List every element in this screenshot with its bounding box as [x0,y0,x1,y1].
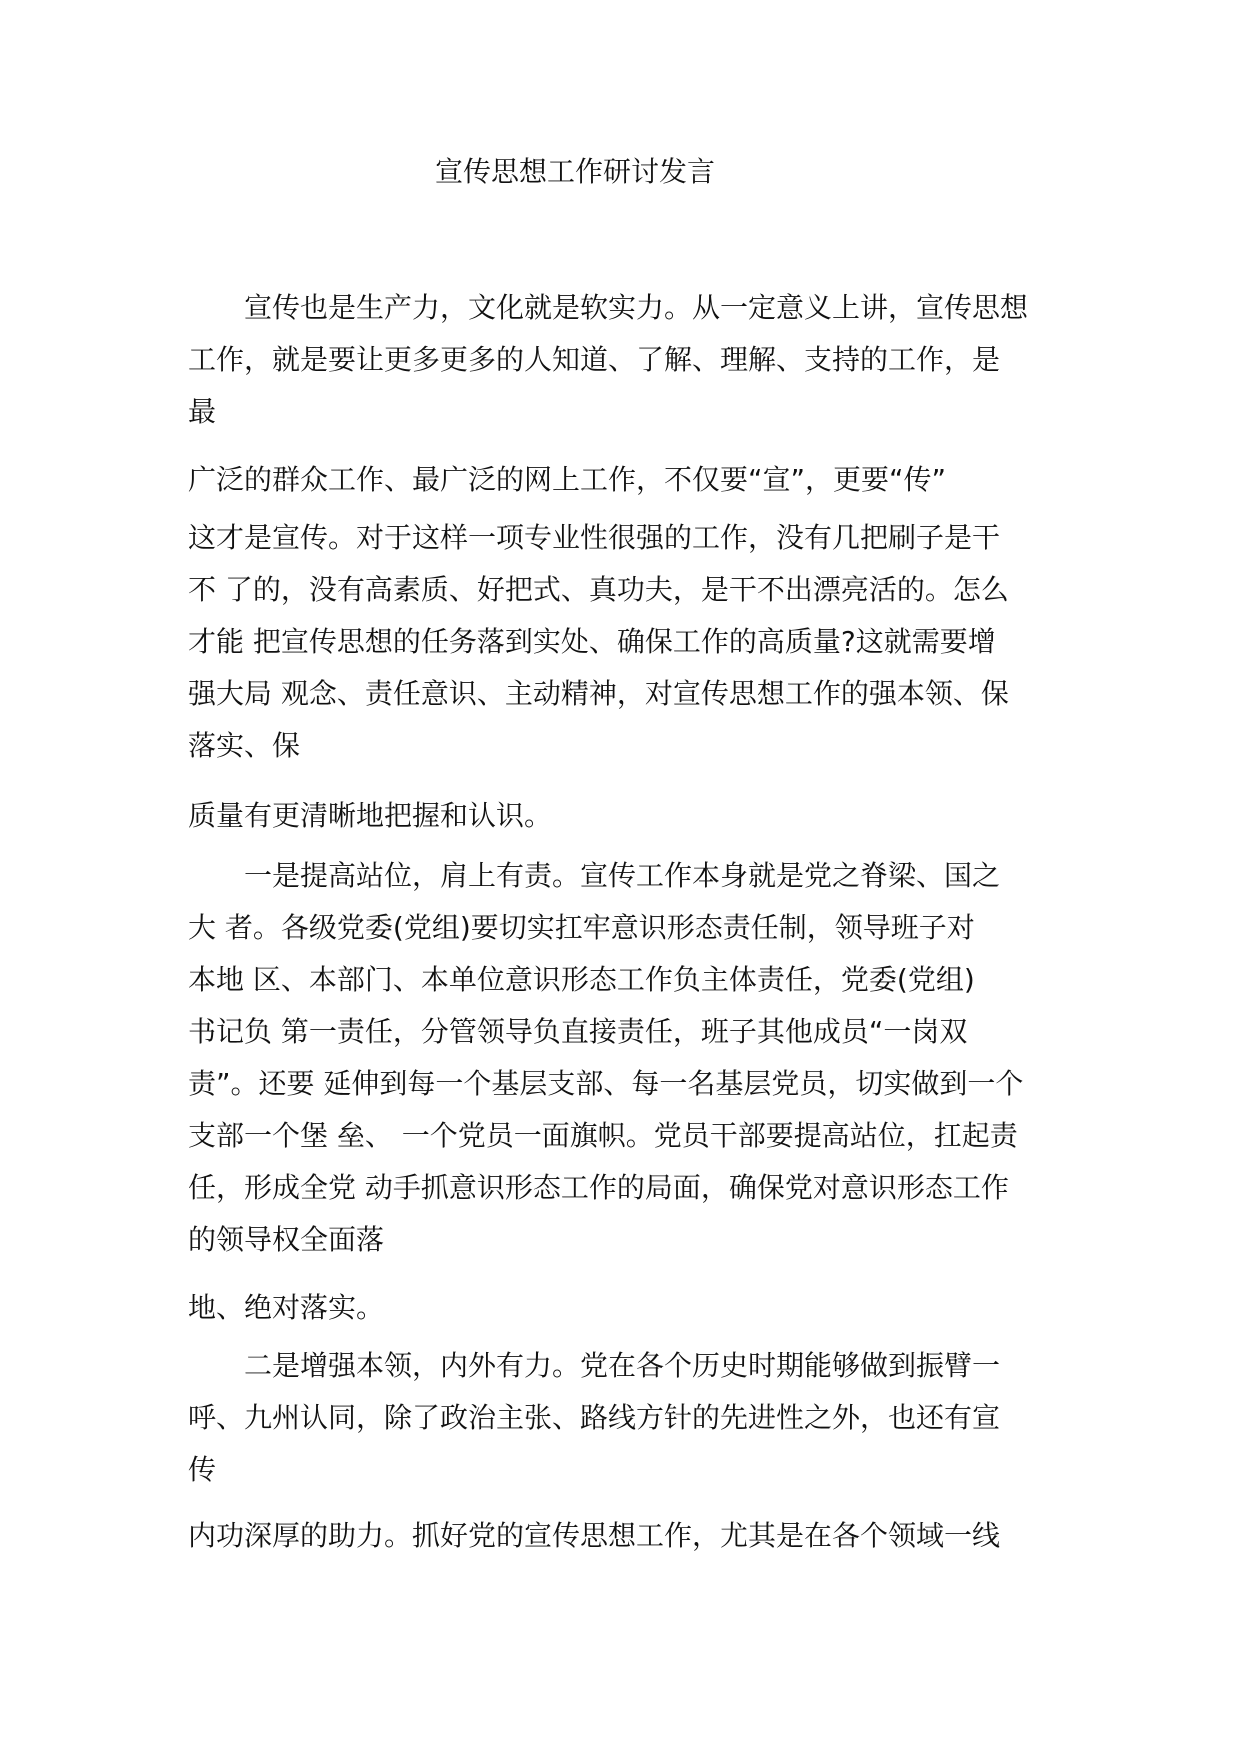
text-line: 呼、九州认同，除了政治主张、路线方针的先进性之外，也还有宣 [188,1401,1001,1434]
text-line: 宣传也是生产力，文化就是软实力。从一定意义上讲，宣传思想 [244,291,1029,324]
text-line: 书记负 第一责任，分管领导负直接责任，班子其他成员“一岗双 [188,1015,968,1048]
text-line: 质量有更清晰地把握和认识。 [188,799,553,832]
text-line: 任，形成全党 动手抓意识形态工作的局面，确保党对意识形态工作 [188,1171,1009,1204]
text-line: 支部一个堡 垒、 一个党员一面旗帜。党员干部要提高站位，扛起责 [188,1119,1018,1152]
text-line: 这才是宣传。对于这样一项专业性很强的工作，没有几把刷子是干 [188,521,1001,554]
text-line: 本地 区、本部门、本单位意识形态工作负主体责任，党委(党组) [188,963,975,996]
text-line: 内功深厚的助力。抓好党的宣传思想工作，尤其是在各个领域一线 [188,1519,1001,1552]
text-line: 最 [188,395,217,428]
text-line: 大 者。各级党委(党组)要切实扛牢意识形态责任制，领导班子对 [188,911,975,944]
text-line: 责”。还要 延伸到每一个基层支部、每一名基层党员，切实做到一个 [188,1067,1024,1100]
text-line: 工作，就是要让更多更多的人知道、了解、理解、支持的工作，是 [188,343,1001,376]
text-line: 不 了的，没有高素质、好把式、真功夫，是干不出漂亮活的。怎么 [188,573,1009,606]
text-line: 一是提高站位，肩上有责。宣传工作本身就是党之脊梁、国之 [244,859,1001,892]
text-line: 传 [188,1453,217,1486]
text-line: 才能 把宣传思想的任务落到实处、确保工作的高质量?这就需要增 [188,625,996,658]
text-line: 广泛的群众工作、最广泛的网上工作，不仅要“宣”，更要“传” [188,463,947,496]
text-line: 落实、保 [188,729,301,762]
document-title: 宣传思想工作研讨发言 [434,155,715,188]
text-line: 强大局 观念、责任意识、主动精神，对宣传思想工作的强本领、保 [188,677,1009,710]
text-line: 地、绝对落实。 [188,1291,385,1324]
text-line: 二是增强本领，内外有力。党在各个历史时期能够做到振臂一 [244,1349,1001,1382]
text-line: 的领导权全面落 [188,1223,385,1256]
